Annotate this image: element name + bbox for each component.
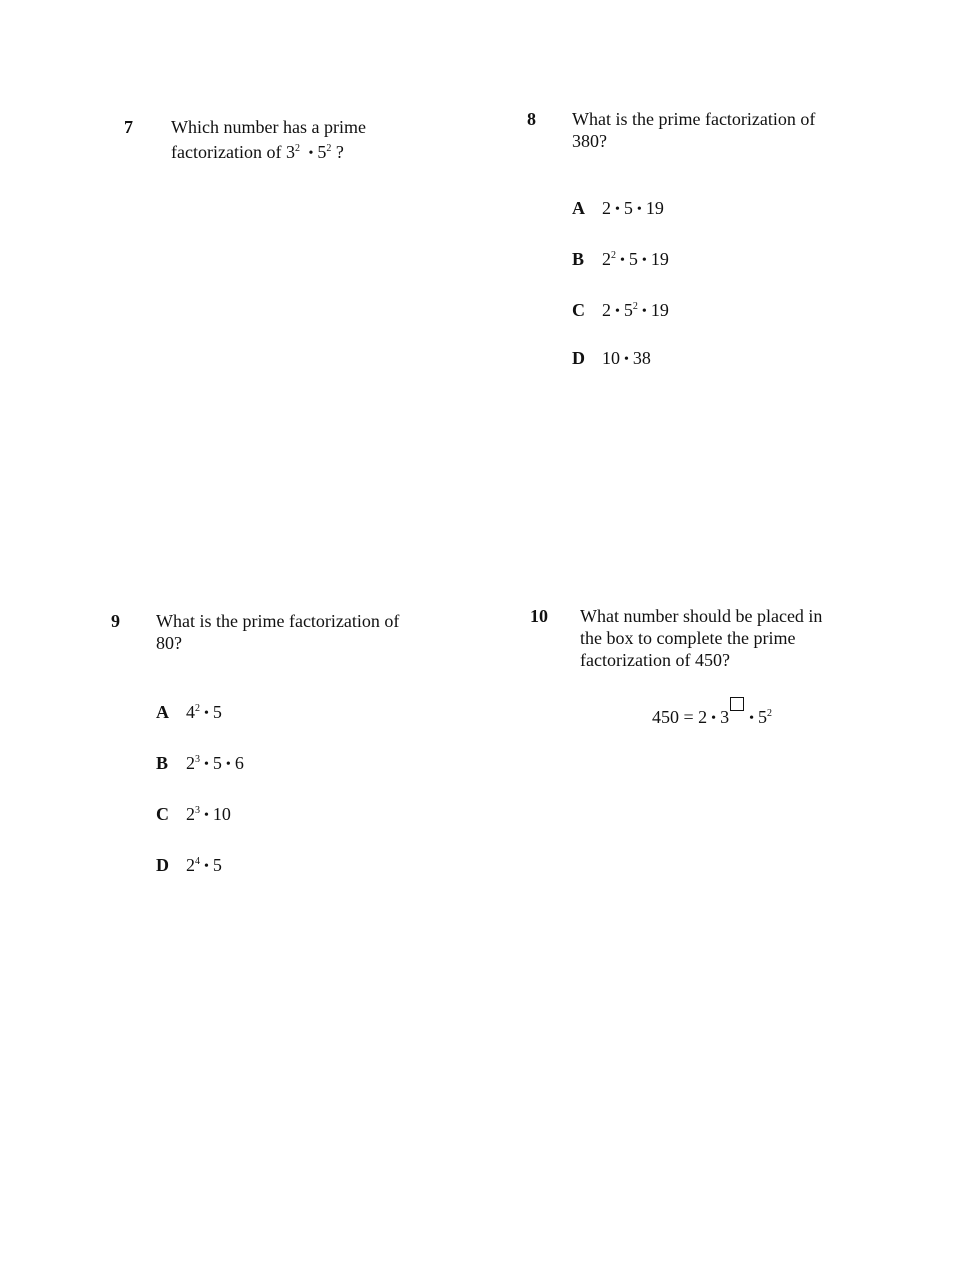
multiply-dot: • bbox=[641, 304, 647, 319]
base: 2 bbox=[186, 804, 195, 824]
question-text-prefix: factorization of bbox=[171, 142, 282, 162]
multiply-dot: • bbox=[204, 706, 209, 721]
exponent: 3 bbox=[195, 805, 200, 816]
answer-option-c[interactable] bbox=[572, 299, 669, 323]
exponent: 2 bbox=[632, 301, 638, 312]
base: 5 bbox=[317, 142, 327, 162]
question-text-line: the box to complete the prime bbox=[580, 628, 796, 648]
multiply-dot: • bbox=[204, 757, 209, 772]
option-letter: B bbox=[572, 249, 585, 269]
term: 5 bbox=[628, 249, 638, 269]
term: 19 bbox=[650, 249, 669, 269]
question-number: 10 bbox=[530, 606, 548, 626]
question-text bbox=[572, 108, 815, 152]
multiply-dot: • bbox=[749, 711, 754, 726]
exponent: 2 bbox=[611, 250, 616, 261]
term: 10 bbox=[212, 804, 231, 824]
equation-lhs: 450 = 2 bbox=[652, 707, 708, 727]
exponent: 3 bbox=[195, 754, 200, 765]
term: 6 bbox=[234, 753, 244, 773]
option-letter: D bbox=[572, 348, 585, 368]
multiply-dot: • bbox=[624, 352, 629, 367]
answer-option-b[interactable] bbox=[156, 752, 244, 776]
question-text-line: factorization of 450? bbox=[580, 650, 730, 670]
question-text-line: What number should be placed in bbox=[580, 606, 823, 626]
math-expression bbox=[286, 142, 344, 162]
exponent: 2 bbox=[766, 708, 772, 719]
term: 19 bbox=[645, 198, 664, 218]
base: 2 bbox=[186, 855, 195, 875]
multiply-dot: • bbox=[620, 253, 625, 268]
option-letter: D bbox=[156, 855, 169, 875]
multiply-dot: • bbox=[308, 146, 314, 161]
question-number: 7 bbox=[124, 117, 133, 137]
term: 5 bbox=[212, 702, 222, 722]
answer-box[interactable] bbox=[730, 697, 744, 711]
exponent: 2 bbox=[195, 703, 200, 714]
term: 5 bbox=[212, 855, 222, 875]
answer-option-a[interactable] bbox=[572, 197, 664, 221]
multiply-dot: • bbox=[615, 202, 620, 217]
question-number: 8 bbox=[527, 109, 536, 129]
term: 38 bbox=[632, 348, 651, 368]
term: 19 bbox=[650, 300, 669, 320]
question-text-line: 80? bbox=[156, 633, 182, 653]
base: 3 bbox=[285, 142, 295, 162]
term: 2 bbox=[602, 198, 611, 218]
base: 3 bbox=[720, 707, 730, 727]
term: 2 bbox=[602, 300, 611, 320]
question-number: 9 bbox=[111, 611, 120, 631]
answer-option-c[interactable] bbox=[156, 803, 231, 827]
base: 2 bbox=[602, 249, 611, 269]
multiply-dot: • bbox=[204, 808, 209, 823]
equation bbox=[652, 697, 772, 730]
term: 5 bbox=[623, 198, 633, 218]
exponent: 4 bbox=[195, 856, 200, 867]
multiply-dot: • bbox=[636, 202, 642, 217]
exponent: 2 bbox=[294, 143, 300, 154]
exponent: 2 bbox=[326, 143, 332, 154]
option-letter: B bbox=[156, 753, 169, 773]
term: 10 bbox=[602, 348, 620, 368]
answer-option-b[interactable] bbox=[572, 248, 669, 272]
question-text bbox=[156, 610, 399, 654]
multiply-dot: • bbox=[641, 253, 647, 268]
option-letter: A bbox=[572, 198, 585, 218]
option-letter: C bbox=[572, 300, 585, 320]
base: 2 bbox=[186, 753, 195, 773]
answer-option-a[interactable] bbox=[156, 701, 222, 725]
multiply-dot: • bbox=[615, 304, 620, 319]
question-text bbox=[171, 116, 366, 165]
question-text-line: 380? bbox=[572, 131, 607, 151]
question-text bbox=[580, 605, 822, 671]
base: 5 bbox=[623, 300, 633, 320]
question-mark: ? bbox=[335, 142, 344, 162]
multiply-dot: • bbox=[204, 859, 209, 874]
term: 5 bbox=[212, 753, 222, 773]
answer-option-d[interactable] bbox=[156, 854, 222, 878]
question-text-line: What is the prime factorization of bbox=[572, 109, 816, 129]
multiply-dot: • bbox=[711, 711, 717, 726]
base: 4 bbox=[186, 702, 195, 722]
option-letter: A bbox=[156, 702, 169, 722]
question-text-line: Which number has a prime bbox=[171, 117, 366, 137]
option-letter: C bbox=[156, 804, 169, 824]
multiply-dot: • bbox=[225, 757, 231, 772]
question-text-line: What is the prime factorization of bbox=[156, 611, 400, 631]
answer-option-d[interactable] bbox=[572, 347, 651, 371]
base: 5 bbox=[757, 707, 767, 727]
question-text-line bbox=[171, 141, 366, 165]
